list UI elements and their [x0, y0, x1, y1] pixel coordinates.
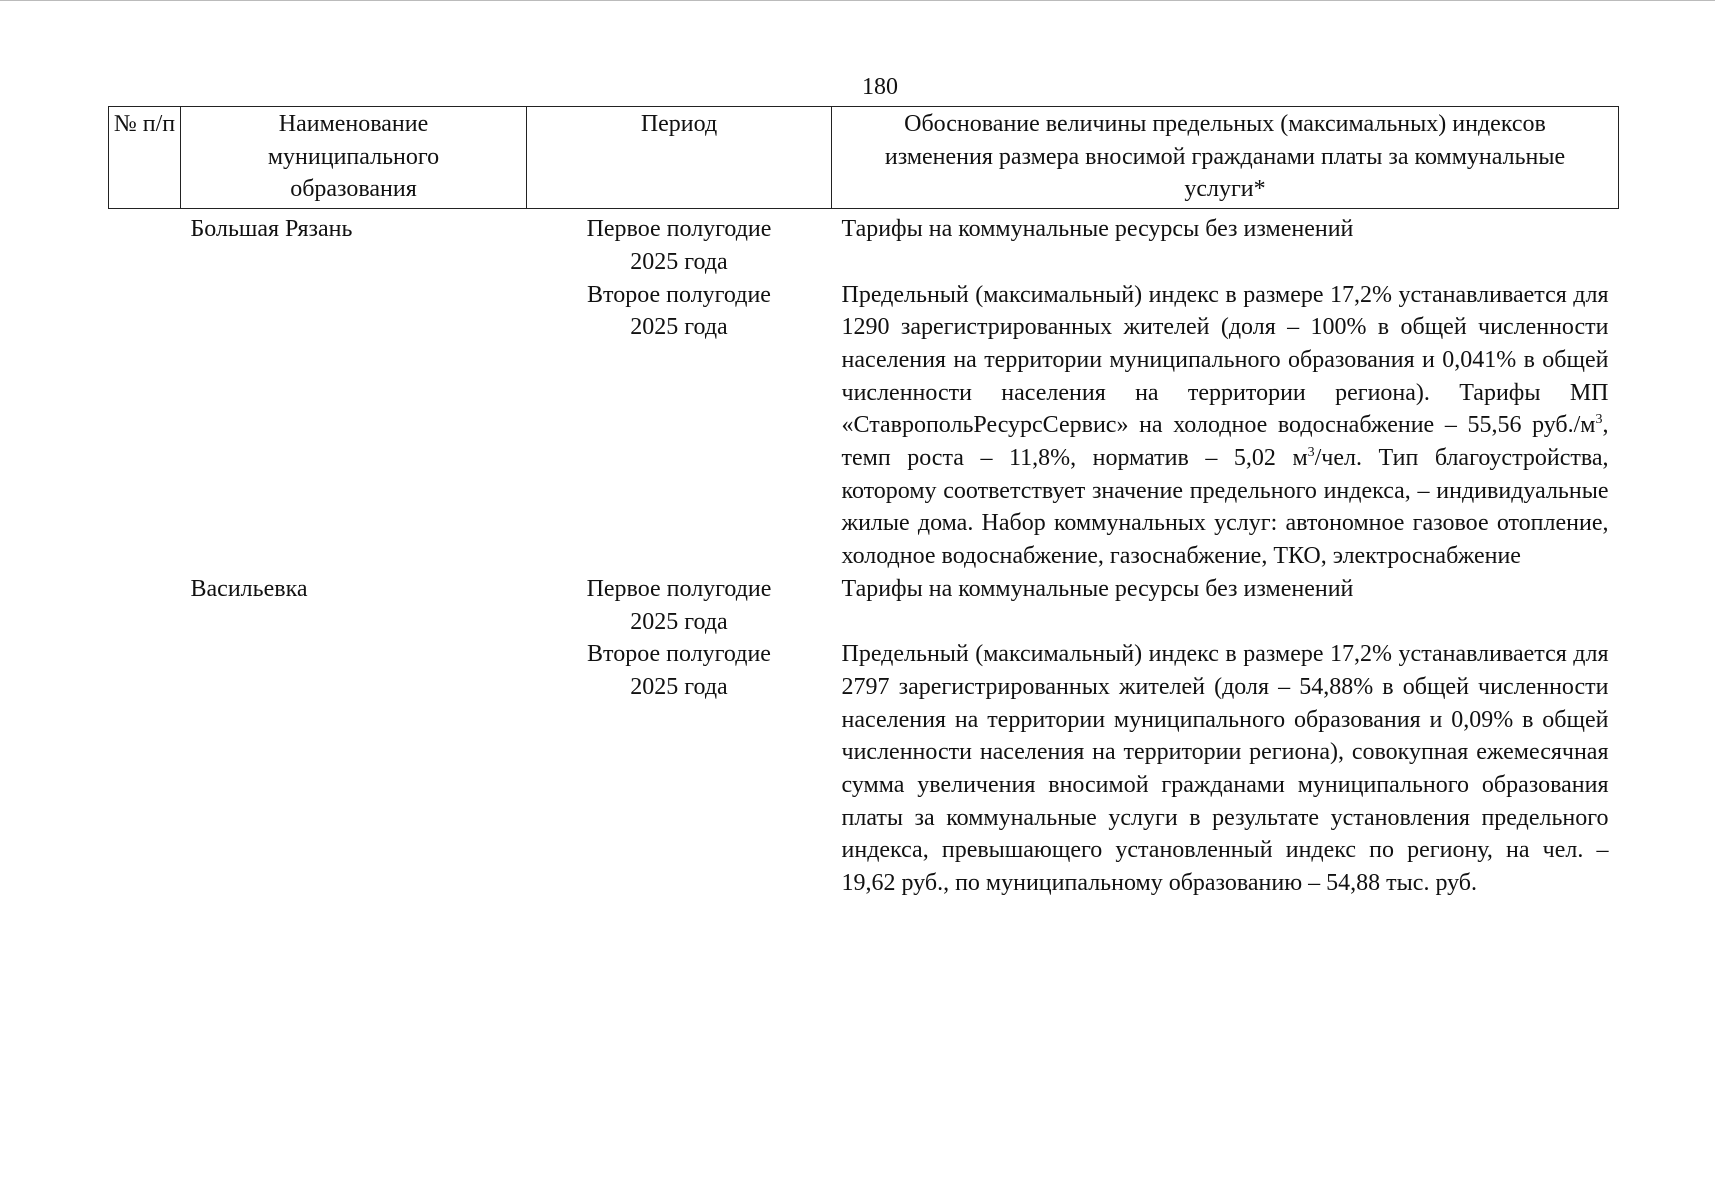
- cell-num: [109, 209, 181, 279]
- table-row: [109, 209, 1619, 279]
- cell-justification: [832, 279, 1619, 573]
- table-row: [109, 638, 1619, 900]
- cell-municipality-name: [181, 279, 527, 573]
- header-justification-text: Обоснование величины предельных (максимальных) индексов изменения размера вносимой гражданами платы за коммунальные услуги*: [884, 111, 1566, 203]
- cell-period: Второе полугодие 2025 года: [587, 281, 771, 341]
- justification-text: [842, 279, 1609, 573]
- table-row: [109, 573, 1619, 638]
- header-name: [181, 107, 527, 209]
- justification-part-b: , темп роста – 11,8%, норматив – 5,02 м: [841, 412, 1609, 472]
- cell-municipality-name: Васильевка: [190, 575, 308, 602]
- cell-num: [109, 279, 181, 573]
- header-period-text: Период: [640, 111, 718, 137]
- superscript-cube: 3: [1307, 445, 1315, 461]
- cell-municipality-name: [181, 638, 527, 900]
- superscript-cube: 3: [1595, 412, 1603, 428]
- header-period: [527, 107, 832, 209]
- cell-justification: [832, 209, 1619, 279]
- header-num: [109, 107, 181, 209]
- cell-num: [109, 573, 181, 638]
- header-name-text: Наименование муниципального образования: [267, 111, 440, 203]
- page-number: 180: [862, 74, 898, 100]
- cell-justification: [832, 573, 1619, 638]
- justification-text: Предельный (максимальный) индекс в размере 17,2% устанавливается для 2797 зарегистрированных жителей (доля – 54,88% в общей численности населения на территории муниципального образования и 0,09% в общей численности населения на территории региона), совокупная ежемесячная сумма увеличения вносимой гражданами муниципального образования платы за коммунальные услуги в результате установления предельного индекса, превышающего установленный индекс по региону, на чел. – 19,62 руб., по муниципальному образованию – 54,88 тыс. руб.: [841, 641, 1609, 897]
- justification-text: Тарифы на коммунальные ресурсы без изменений: [841, 216, 1354, 243]
- cell-period: Первое полугодие 2025 года: [586, 216, 772, 275]
- table-row: [109, 279, 1619, 573]
- cell-municipality-name: Большая Рязань: [190, 216, 353, 243]
- justification-part-c: /чел. Тип благоустройства, которому соответствует значение предельного индекса, – индивидуальные жилые дома. Набор коммунальных услуг: автономное газовое отопление, холодное водоснабжение, газоснабжение, ТКО, электроснабжение: [841, 445, 1609, 570]
- cell-period: Первое полугодие 2025 года: [586, 575, 772, 635]
- justification-part-a: Предельный (максимальный) индекс в размере 17,2% устанавливается для 1290 зарегистрированных жителей (доля – 100% в общей численности населения на территории муниципального образования и 0,041% в общей численности населения на территории региона). Тарифы МП «СтавропольРесурсСервис» на холодное водоснабжение – 55,56 руб./м: [841, 281, 1609, 439]
- justification-text: Тарифы на коммунальные ресурсы без изменений: [841, 575, 1354, 602]
- header-num-text: № п/п: [113, 111, 176, 137]
- header-justification: [832, 107, 1619, 209]
- table-header-row: [109, 107, 1619, 209]
- cell-period: Второе полугодие 2025 года: [587, 641, 771, 700]
- cell-num: [109, 638, 181, 900]
- tariff-index-table: [108, 106, 1619, 900]
- cell-justification: [832, 638, 1619, 900]
